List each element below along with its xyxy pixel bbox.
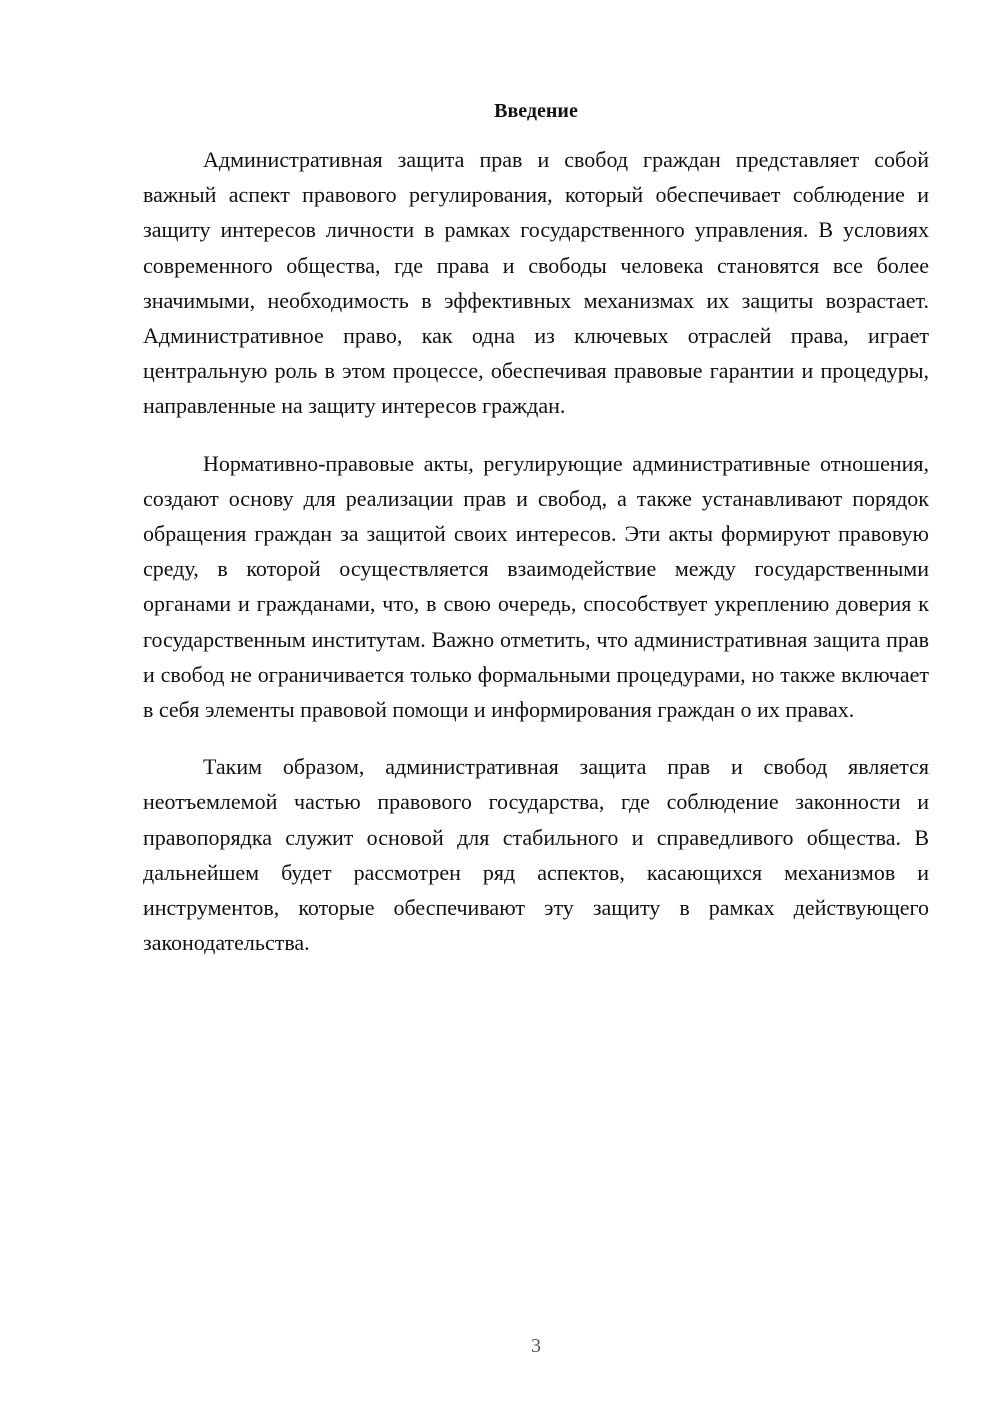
section-heading: Введение: [494, 100, 578, 122]
paragraph-1: Административная защита прав и свобод граждан представляет собой важный аспект правового регулирования, который обеспечивает соблюдение и защиту интересов личности в рамках государственного управления. В условиях современного общества, где права и свободы человека становятся все более значимыми, необходимость в эффективных механизмах их защиты возрастает. Административное право, как одна из ключевых отраслей права, играет центральную роль в этом процессе, обеспечивая правовые гарантии и процедуры, направленные на защиту интересов граждан.: [143, 147, 929, 419]
page-number: 3: [531, 1335, 541, 1357]
body-text: [143, 142, 929, 982]
paragraph-3: Таким образом, административная защита прав и свобод является неотъемлемой частью правового государства, где соблюдение законности и правопорядка служит основой для стабильного и справедливого общества. В дальнейшем будет рассмотрен ряд аспектов, касающихся механизмов и инструментов, которые обеспечивают эту защиту в рамках действующего законодательства.: [143, 754, 929, 956]
paragraph-2: Нормативно-правовые акты, регулирующие административные отношения, создают основу для реализации прав и свобод, а также устанавливают порядок обращения граждан за защитой своих интересов. Эти акты формируют правовую среду, в которой осуществляется взаимодействие между государственными органами и гражданами, что, в свою очередь, способствует укреплению доверия к государственным институтам. Важно отметить, что административная защита прав и свобод не ограничивается только формальными процедурами, но также включает в себя элементы правовой помощи и информирования граждан о их правах.: [143, 450, 929, 723]
